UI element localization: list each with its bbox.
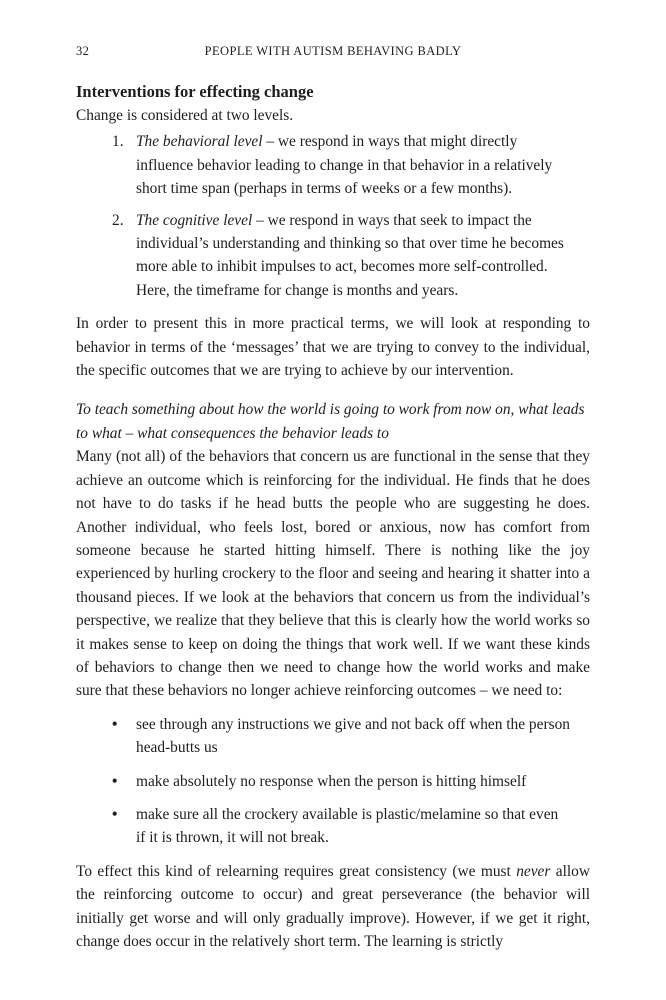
body-paragraph: In order to present this in more practical terms, we will look at responding to behavior in terms of the ‘messages’ that we are trying to convey to the individual, the specific outcomes that we are trying to achieve by our intervention. — [76, 315, 590, 380]
section-intro: Change is considered at two levels. — [76, 107, 294, 124]
bullet-icon: • — [112, 715, 118, 733]
body-paragraph — [76, 860, 590, 954]
list-item — [76, 130, 590, 200]
level-title: The behavioral level — [136, 133, 263, 151]
bullet-icon: • — [112, 805, 118, 823]
paragraph-text: allow the reinforcing outcome to occur) and great perseverance (the behavior will initially get worse and will only gradually improve). However, if we get it right, change does occur in the relatively short term. The learning is strictly — [76, 862, 590, 950]
bullet-list — [76, 713, 590, 850]
section-heading: Interventions for effecting change — [76, 82, 314, 101]
bullet-icon: • — [112, 772, 118, 790]
page-body — [76, 80, 590, 953]
emphasis-text: never — [516, 862, 551, 880]
list-item — [76, 209, 590, 303]
list-item — [76, 713, 590, 760]
level-text: – we respond in ways that seek to impact the individual’s understanding and thinking so that over time he becomes more able to inhibit impulses to act, becomes more self-controlled. Here, the timeframe for change is months and years. — [136, 211, 564, 299]
level-title: The cognitive level — [136, 211, 253, 229]
page-number: 32 — [76, 44, 90, 58]
list-item — [76, 770, 590, 793]
bullet-text: make sure all the crockery available is plastic/melamine so that even if it is thrown, it will not break. — [136, 805, 559, 847]
level-text: – we respond in ways that might directly influence behavior leading to change in that behavior in a relatively short time span (perhaps in terms of weeks or a few months). — [136, 133, 553, 198]
paragraph-text: To effect this kind of relearning requires great consistency (we must — [76, 862, 517, 880]
italic-subheading: To teach something about how the world is going to work from now on, what leads to what – what consequences the behavior leads to — [76, 401, 585, 442]
bullet-text: make absolutely no response when the person is hitting himself — [136, 772, 527, 790]
list-item — [76, 803, 590, 850]
body-paragraph: Many (not all) of the behaviors that concern us are functional in the sense that they achieve an outcome which is reinforcing for the individual. He finds that he does not have to do tasks if he head butts the people who are suggesting he does. Another individual, who feels lost, bored or anxious, now has comfort from someone because he started hitting himself. There is nothing like the joy experienced by hurling crockery to the floor and seeing and hearing it shatter into a thousand pieces. If we look at the behaviors that concern us from the individual’s perspective, we realize that they believe that this is clearly how the world works so it makes sense to keep on doing the things that work well. If we want these kinds of behaviors to change then we need to change how the world works and make sure that these behaviors no longer achieve reinforcing outcomes – we need to: — [76, 448, 590, 700]
bullet-text: see through any instructions we give and not back off when the person head-butts us — [136, 715, 570, 757]
levels-list — [76, 130, 590, 302]
list-number: 2. — [112, 211, 124, 229]
list-number: 1. — [112, 133, 124, 151]
running-title: PEOPLE WITH AUTISM BEHAVING BADLY — [204, 44, 462, 58]
